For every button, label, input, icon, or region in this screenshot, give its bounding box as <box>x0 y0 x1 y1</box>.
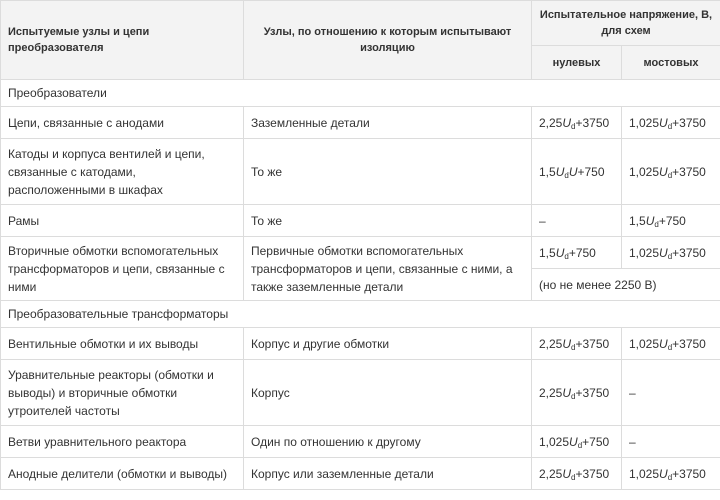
header-tested-nodes: Испытуемые узлы и цепи преобразователя <box>1 1 244 80</box>
header-zero-scheme: нулевых <box>532 46 622 80</box>
cell-node: Анодные делители (обмотки и выводы) <box>1 458 244 490</box>
cell-bridge-voltage: – <box>622 360 720 426</box>
cell-node: Цепи, связанные с анодами <box>1 107 244 139</box>
cell-bridge-voltage: $1,025U_d+3750$ <box>622 458 720 490</box>
table-row <box>1 328 720 360</box>
cell-node: Вторичные обмотки вспомогательных трансформаторов и цепи, связанные с ними <box>1 237 244 301</box>
cell-node: Ветви уравнительного реактора <box>1 426 244 458</box>
cell-relative: Один по отношению к другому <box>244 426 532 458</box>
cell-node: Вентильные обмотки и их выводы <box>1 328 244 360</box>
cell-bridge-voltage: – <box>622 426 720 458</box>
cell-zero-voltage: $2,25U_d+3750$ <box>532 360 622 426</box>
cell-zero-voltage: – <box>532 205 622 237</box>
table-row <box>1 426 720 458</box>
cell-relative: То же <box>244 205 532 237</box>
table-row <box>1 458 720 490</box>
table-row <box>1 360 720 426</box>
header-bridge-scheme: мостовых <box>622 46 720 80</box>
header-test-voltage: Испытательное напряжение, В, для схем <box>532 1 720 46</box>
cell-relative: Корпус или заземленные детали <box>244 458 532 490</box>
table-row <box>1 139 720 205</box>
header-relative-nodes: Узлы, по отношению к которым испытывают изоляцию <box>244 1 532 80</box>
section-transformers: Преобразовательные трансформаторы <box>1 301 720 328</box>
cell-bridge-voltage: $1,025U_d+3750$ <box>622 237 720 269</box>
cell-zero-voltage: $1,5U_d+750$ <box>532 237 622 269</box>
cell-zero-voltage: $2,25U_d+3750$ <box>532 458 622 490</box>
cell-bridge-voltage: $1,5U_d+750$ <box>622 205 720 237</box>
table-row <box>1 107 720 139</box>
cell-relative: Корпус и другие обмотки <box>244 328 532 360</box>
cell-zero-voltage: $1,025U_d+750$ <box>532 426 622 458</box>
cell-bridge-voltage: $1,025U_d+3750$ <box>622 139 720 205</box>
cell-node: Катоды и корпуса вентилей и цепи, связанные с катодами, расположенными в шкафах <box>1 139 244 205</box>
cell-node: Рамы <box>1 205 244 237</box>
cell-zero-voltage: $1,5U_dU+750$ <box>532 139 622 205</box>
cell-zero-voltage: $2,25U_d+3750$ <box>532 328 622 360</box>
cell-relative: Первичные обмотки вспомогательных трансформаторов и цепи, связанные с ними, а также заземленные детали <box>244 237 532 301</box>
cell-bridge-voltage: $1,025U_d+3750$ <box>622 107 720 139</box>
table-row <box>1 237 720 269</box>
cell-bridge-voltage: $1,025U_d+3750$ <box>622 328 720 360</box>
cell-relative: Заземленные детали <box>244 107 532 139</box>
table-row <box>1 205 720 237</box>
cell-node: Уравнительные реакторы (обмотки и выводы) и вторичные обмотки утроителей частоты <box>1 360 244 426</box>
section-converters: Преобразователи <box>1 80 720 107</box>
cell-zero-voltage: $2,25U_d+3750$ <box>532 107 622 139</box>
cell-relative: То же <box>244 139 532 205</box>
cell-relative: Корпус <box>244 360 532 426</box>
cell-voltage-note: (но не менее 2250 В) <box>532 269 720 301</box>
